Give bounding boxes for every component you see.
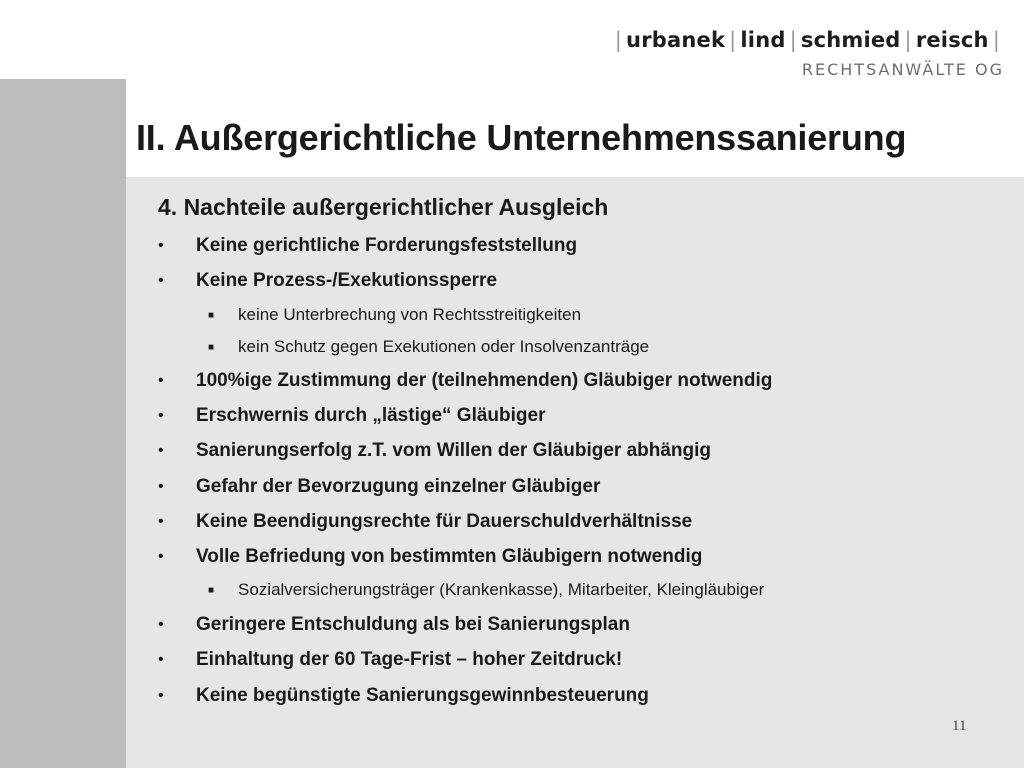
bullet-text: Keine begünstigte Sanierungsgewinnbesteuerung <box>196 685 649 706</box>
section-heading: 4. Nachteile außergerichtlicher Ausgleich <box>158 194 609 220</box>
bullet-text: Erschwernis durch „lästige“ Gläubiger <box>196 405 546 426</box>
bullet-dot-icon: • <box>158 407 164 424</box>
bullet-item <box>0 235 577 257</box>
bullet-item <box>0 405 546 427</box>
bullet-text: Keine gerichtliche Forderungsfeststellung <box>196 235 578 256</box>
sub-bullet-item <box>0 580 764 600</box>
firm-logo <box>611 28 1004 79</box>
bullet-dot-icon: • <box>158 616 164 633</box>
logo-names: | urbanek | lind | schmied | reisch | <box>614 28 1000 52</box>
bullet-text: Gefahr der Bevorzugung einzelner Gläubiger <box>196 476 601 497</box>
bullet-item <box>0 511 692 533</box>
slide-title: II. Außergerichtliche Unternehmenssanierung <box>136 117 907 158</box>
bullet-item <box>0 685 649 707</box>
bullet-dot-icon: • <box>158 372 164 389</box>
bullet-item <box>0 440 711 462</box>
bullet-item <box>0 546 702 568</box>
bullet-text: 100%ige Zustimmung der (teilnehmenden) Gläubiger notwendig <box>196 370 773 391</box>
bullet-text: Keine Beendigungsrechte für Dauerschuldverhältnisse <box>196 511 693 532</box>
sub-bullet-item <box>0 305 581 325</box>
bullet-dot-icon: • <box>158 513 164 530</box>
bullet-square-icon: ■ <box>208 309 215 321</box>
page-number: 11 <box>952 718 967 734</box>
bullet-dot-icon: • <box>158 237 164 254</box>
bullet-text: kein Schutz gegen Exekutionen oder Insolvenzanträge <box>238 337 650 356</box>
bullet-dot-icon: • <box>158 548 164 565</box>
bullet-text: Sanierungserfolg z.T. vom Willen der Gläubiger abhängig <box>196 440 712 461</box>
bullet-item <box>0 614 630 636</box>
logo-name-3: schmied <box>800 28 901 52</box>
logo-name-1: urbanek <box>626 28 726 52</box>
bullet-square-icon: ■ <box>208 341 215 353</box>
logo-name-2: lind <box>740 28 786 52</box>
bullet-text: Keine Prozess-/Exekutionssperre <box>196 270 497 291</box>
bullet-dot-icon: • <box>158 651 164 668</box>
bullet-text: Einhaltung der 60 Tage-Frist – hoher Zeitdruck! <box>196 649 623 670</box>
bullet-text: keine Unterbrechung von Rechtsstreitigkeiten <box>238 305 582 324</box>
logo-subtitle: RECHTSANWÄLTE OG <box>801 60 1004 79</box>
logo-name-4: reisch <box>915 28 989 52</box>
bullet-dot-icon: • <box>158 478 164 495</box>
content-panel <box>126 177 1024 768</box>
sub-bullet-item <box>0 337 649 357</box>
bullet-dot-icon: • <box>158 272 164 289</box>
bullet-item <box>0 476 600 498</box>
bullet-item <box>0 270 497 292</box>
bullet-item <box>0 370 772 392</box>
bullet-dot-icon: • <box>158 687 164 704</box>
bullet-text: Geringere Entschuldung als bei Sanierungsplan <box>196 614 630 635</box>
bullet-text: Sozialversicherungsträger (Krankenkasse), Mitarbeiter, Kleingläubiger <box>238 580 765 599</box>
bullet-square-icon: ■ <box>208 584 215 596</box>
bullet-text: Volle Befriedung von bestimmten Gläubigern notwendig <box>196 546 703 567</box>
bullet-item <box>0 649 622 671</box>
bullet-dot-icon: • <box>158 442 164 459</box>
